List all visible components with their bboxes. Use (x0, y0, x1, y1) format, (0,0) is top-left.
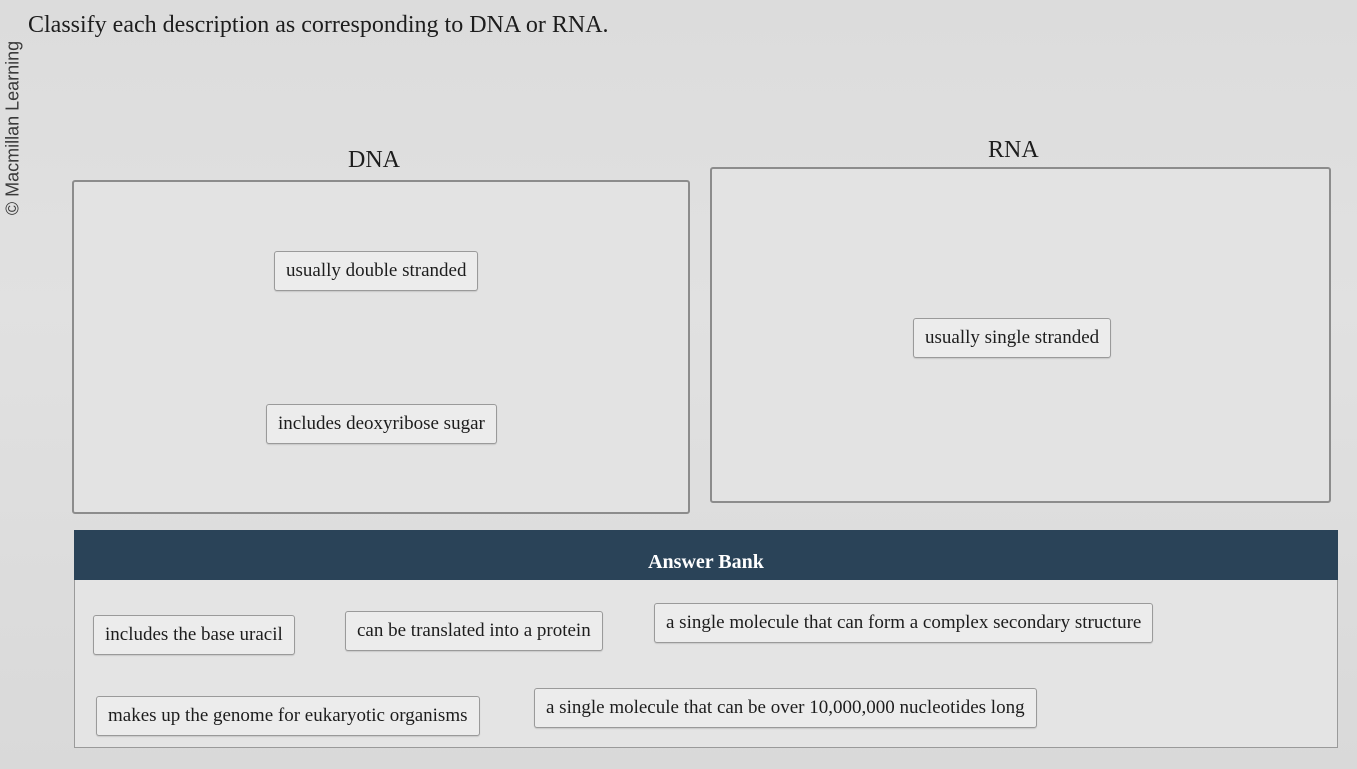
dna-zone-title: DNA (348, 147, 400, 173)
copyright-text: © Macmillan Learning (2, 40, 23, 216)
chip-complex-secondary-structure[interactable]: a single molecule that can form a complex secondary structure (654, 603, 1153, 643)
chip-includes-deoxyribose-sugar[interactable]: includes deoxyribose sugar (266, 404, 497, 444)
chip-over-10-million-nucleotides[interactable]: a single molecule that can be over 10,000,000 nucleotides long (534, 688, 1037, 728)
rna-zone-title: RNA (988, 137, 1039, 163)
chip-translated-into-protein[interactable]: can be translated into a protein (345, 611, 603, 651)
copyright-watermark (0, 0, 26, 240)
dna-drop-zone[interactable] (72, 180, 690, 514)
chip-usually-single-stranded[interactable]: usually single stranded (913, 318, 1111, 358)
answer-bank-header: Answer Bank (74, 530, 1338, 582)
chip-genome-eukaryotic[interactable]: makes up the genome for eukaryotic organisms (96, 696, 480, 736)
chip-usually-double-stranded[interactable]: usually double stranded (274, 251, 478, 291)
question-prompt: Classify each description as corresponding to DNA or RNA. (28, 12, 609, 38)
chip-includes-base-uracil[interactable]: includes the base uracil (93, 615, 295, 655)
